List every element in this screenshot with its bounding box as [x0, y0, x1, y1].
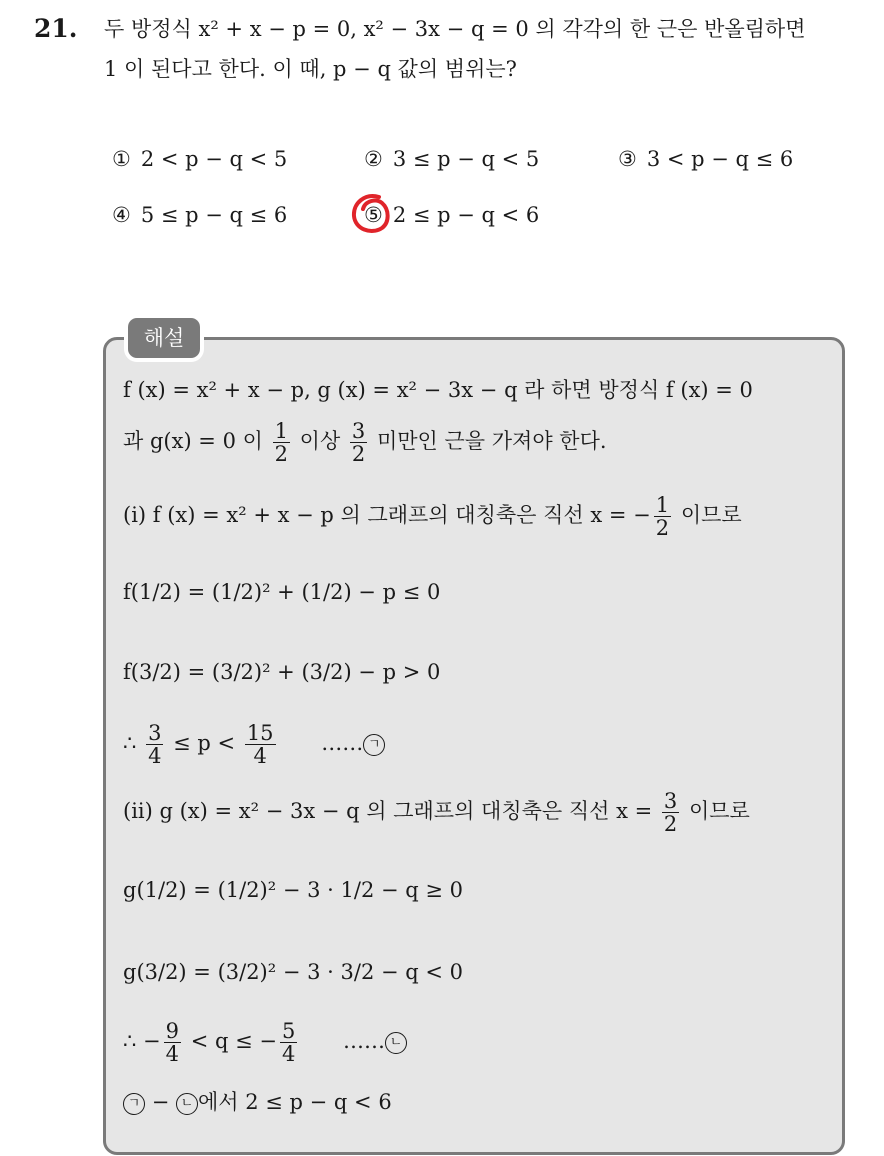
choice-2[interactable]: [364, 147, 539, 171]
fraction: [245, 722, 276, 767]
line7-text-a: (ii) g (x) = x² − 3x − q 의 그래프의 대칭축은 직선 x =: [123, 799, 653, 824]
numerator: 3: [148, 721, 162, 745]
choice-3[interactable]: [618, 147, 793, 171]
choice-4-mark: ④: [112, 203, 131, 227]
fraction: [164, 1020, 181, 1065]
choice-3-text: 3 < p − q ≤ 6: [646, 147, 794, 171]
fraction: [350, 420, 367, 465]
line6-text-b: ≤ p <: [173, 731, 236, 756]
denominator: 2: [655, 516, 670, 541]
solution-line-9: g(3/2) = (3/2)² − 3 · 3/2 − q < 0: [123, 960, 463, 984]
numerator: 3: [663, 789, 678, 813]
choice-5[interactable]: [364, 203, 539, 227]
line3-text-b: 이므로: [680, 503, 742, 528]
solution-line-1: f (x) = x² + x − p, g (x) = x² − 3x − q 라 하면 방정식 f (x) = 0: [123, 378, 753, 402]
denominator: 4: [148, 744, 162, 769]
numerator: 1: [274, 419, 288, 443]
fraction: [273, 420, 290, 465]
solution-line-10: [123, 1020, 407, 1065]
denominator: 2: [663, 812, 678, 837]
line3-text-a: (i) f (x) = x² + x − p 의 그래프의 대칭축은 직선 x = −: [123, 503, 651, 528]
minus-sign: −: [151, 1090, 170, 1114]
ellipsis: ……: [321, 731, 364, 756]
line10-text-a: ∴ −: [123, 1029, 161, 1054]
solution-line-6: [123, 722, 385, 767]
numerator: 3: [351, 419, 366, 443]
choice-3-mark: ③: [618, 147, 637, 171]
question-text-line2: 1 이 된다고 한다. 이 때, p − q 값의 범위는?: [104, 57, 517, 81]
denominator: 4: [245, 744, 276, 767]
choice-1-mark: ①: [112, 147, 131, 171]
numerator: 1: [655, 493, 670, 517]
question-text-line1: 두 방정식 x² + x − p = 0, x² − 3x − q = 0 의 각각의 한 근은 반올림하면: [104, 17, 806, 41]
fraction: [146, 722, 163, 767]
line2-text-c: 미만인 근을 가져야 한다.: [376, 429, 607, 454]
question-number: 21.: [34, 14, 78, 43]
denominator: 4: [281, 1042, 296, 1067]
fraction: [280, 1020, 297, 1065]
choice-5-text: 2 ≤ p − q < 6: [392, 203, 540, 227]
line2-text-b: 이상: [299, 429, 341, 454]
choice-4[interactable]: [112, 203, 287, 227]
solution-line-5: f(3/2) = (3/2)² + (3/2) − p > 0: [123, 660, 441, 684]
solution-line-2: [123, 420, 607, 465]
line10-text-b: < q ≤ −: [190, 1029, 277, 1054]
therefore-symbol: ∴: [123, 731, 137, 756]
choice-2-text: 3 ≤ p − q < 5: [392, 147, 540, 171]
choice-4-text: 5 ≤ p − q ≤ 6: [140, 203, 288, 227]
solution-line-8: g(1/2) = (1/2)² − 3 · 1/2 − q ≥ 0: [123, 878, 463, 902]
circled-nieun: ㄴ: [385, 1032, 407, 1054]
solution-line-7: [123, 790, 750, 835]
fraction: [654, 494, 671, 539]
choice-1-text: 2 < p − q < 5: [140, 147, 288, 171]
line7-text-b: 이므로: [688, 799, 750, 824]
conclusion-text: 에서 2 ≤ p − q < 6: [197, 1090, 392, 1114]
numerator: 9: [165, 1019, 180, 1043]
denominator: 4: [165, 1042, 180, 1067]
circled-giyeok: ㄱ: [363, 734, 385, 756]
circled-giyeok: ㄱ: [123, 1093, 145, 1115]
choice-2-mark: ②: [364, 147, 383, 171]
fraction: [662, 790, 679, 835]
solution-line-11: [123, 1088, 392, 1116]
choice-1[interactable]: [112, 147, 287, 171]
solution-line-4: f(1/2) = (1/2)² + (1/2) − p ≤ 0: [123, 580, 441, 604]
denominator: 2: [274, 442, 288, 467]
solution-line-3: [123, 494, 742, 539]
line2-text-a: 과 g(x) = 0 이: [123, 429, 263, 454]
choice-5-mark: ⑤: [364, 203, 383, 227]
numerator: 15: [246, 721, 274, 745]
ellipsis: ……: [343, 1029, 386, 1054]
denominator: 2: [351, 442, 366, 467]
circled-nieun: ㄴ: [176, 1093, 198, 1115]
solution-tag: 해설: [128, 318, 200, 358]
numerator: 5: [281, 1019, 296, 1043]
